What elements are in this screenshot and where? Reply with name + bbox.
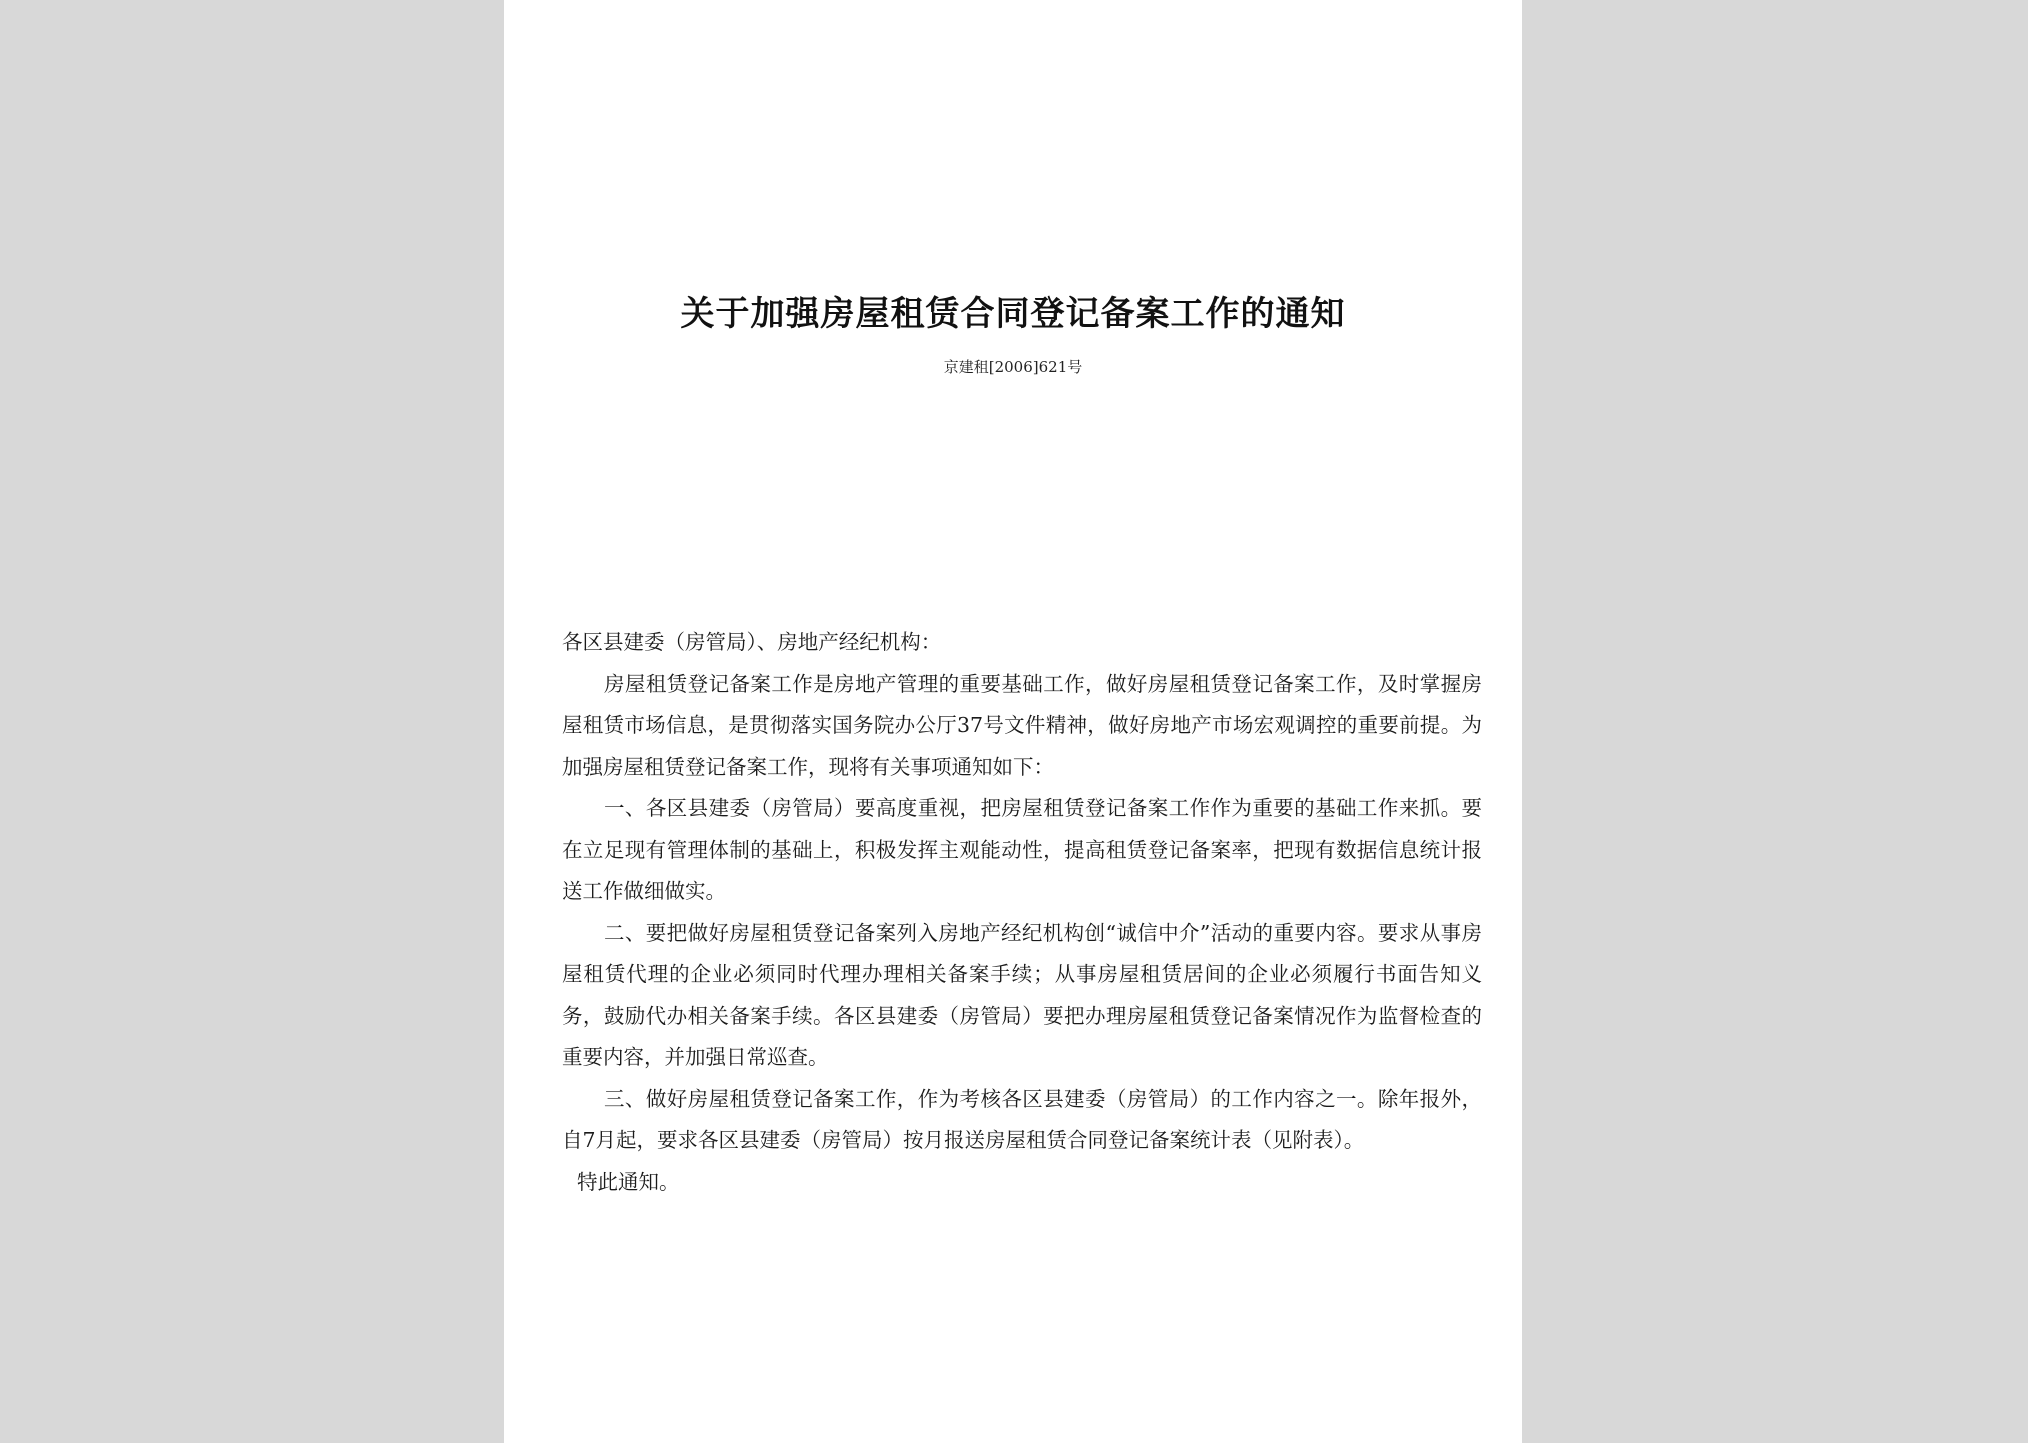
closing-remark: 特此通知。 bbox=[577, 1169, 680, 1194]
paragraph-intro: 房屋租赁登记备案工作是房地产管理的重要基础工作，做好房屋租赁登记备案工作，及时掌握房屋租赁市场信息，是贯彻落实国务院办公厅37号文件精神，做好房地产市场宏观调控的重要前提。为加强房屋租赁登记备案工作，现将有关事项通知如下： bbox=[562, 671, 1482, 779]
document-body bbox=[562, 622, 1482, 1203]
paragraph-item-1: 一、各区县建委（房管局）要高度重视，把房屋租赁登记备案工作作为重要的基础工作来抓。要在立足现有管理体制的基础上，积极发挥主观能动性，提高租赁登记备案率，把现有数据信息统计报送工作做细做实。 bbox=[562, 796, 1482, 903]
paragraph-item-3: 三、做好房屋租赁登记备案工作，作为考核各区县建委（房管局）的工作内容之一。除年报外，自7月起，要求各区县建委（房管局）按月报送房屋租赁合同登记备案统计表（见附表）。 bbox=[562, 1086, 1482, 1152]
document-number: 京建租[2006]621号 bbox=[943, 358, 1083, 376]
document-page bbox=[504, 0, 1522, 1443]
document-title: 关于加强房屋租赁合同登记备案工作的通知 bbox=[680, 294, 1346, 334]
salutation: 各区县建委（房管局）、房地产经纪机构： bbox=[562, 630, 942, 654]
paragraph-item-2: 二、要把做好房屋租赁登记备案列入房地产经纪机构创“诚信中介”活动的重要内容。要求从事房屋租赁代理的企业必须同时代理办理相关备案手续；从事房屋租赁居间的企业必须履行书面告知义务，鼓励代办相关备案手续。各区县建委（房管局）要把办理房屋租赁登记备案情况作为监督检查的重要内容，并加强日常巡查。 bbox=[562, 920, 1482, 1069]
